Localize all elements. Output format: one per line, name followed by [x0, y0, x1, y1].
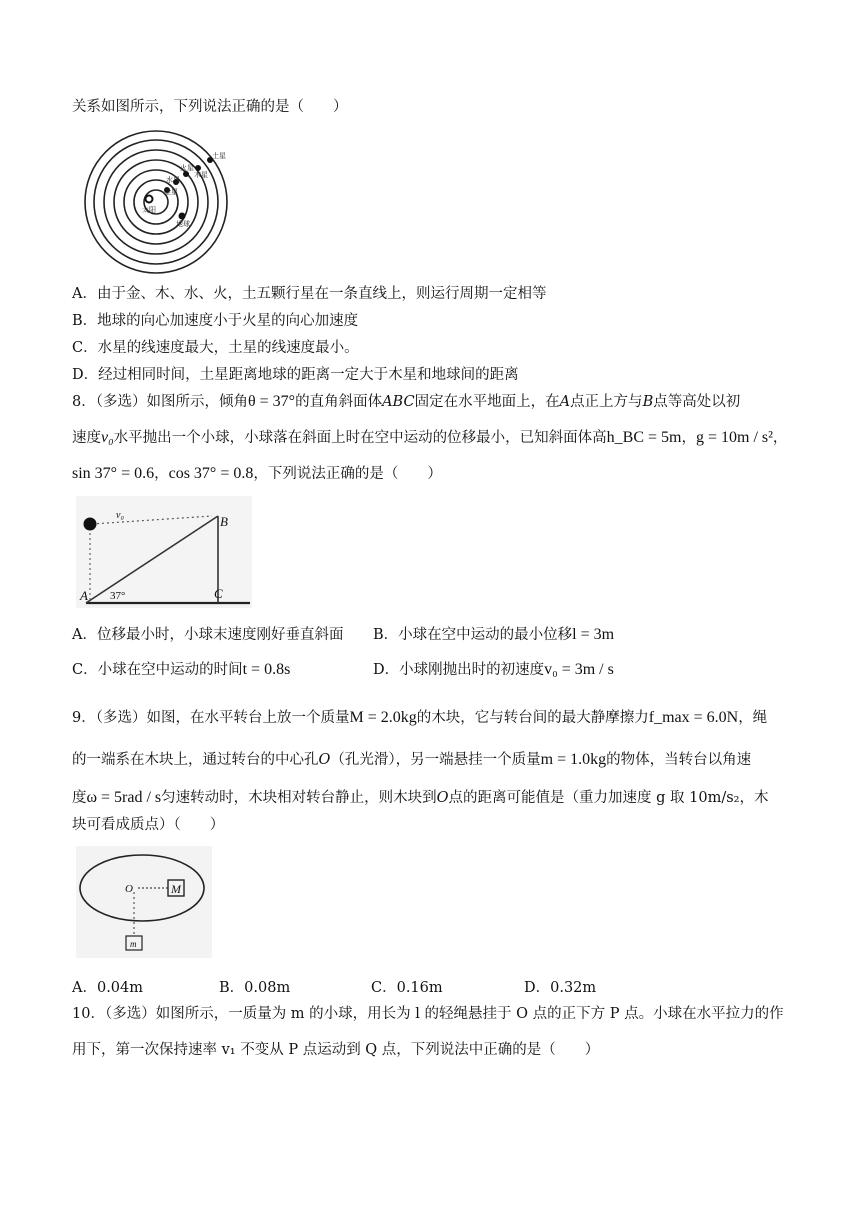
label-venus: 金星 — [164, 188, 178, 196]
q8-option-b: B．小球在空中运动的最小位移l = 3m — [373, 626, 615, 643]
label-mars: 火星 — [180, 164, 194, 172]
fig-v0-label: v₀ — [116, 510, 124, 521]
q9-option-b: B．0.08m — [219, 980, 291, 996]
q8-option-a: A．位移最小时，小球末速度刚好垂直斜面 — [72, 627, 344, 643]
label-earth: 地球 — [176, 220, 190, 228]
label-saturn: 土星 — [212, 152, 226, 160]
q9-line4: 块可看成质点）（ ） — [72, 817, 225, 833]
fig-o-label: O — [125, 883, 133, 895]
q10-line1: 10．（多选）如图所示，一质量为 m 的小球，用长为 l 的轻绳悬挂于 O 点的正下方 P 点。小球在水平拉力的作 — [72, 1006, 784, 1022]
q8-line2: 速度v₀水平抛出一个小球，小球落在斜面上时在空中运动的位移最小，已知斜面体高h_BC = 5m，g = 10m / s²， — [72, 429, 788, 446]
q9-line2: 的一端系在木块上，通过转台的中心孔O（孔光滑），另一端悬挂一个质量m = 1.0kg的物体，当转台以角速 — [72, 751, 752, 768]
q7-option-c: C．水星的线速度最大，土星的线速度最小。 — [72, 340, 359, 356]
label-mercury: 水星 — [166, 176, 180, 184]
fig-angle-label: 37° — [110, 590, 126, 602]
q8-option-c: C．小球在空中运动的时间t = 0.8s — [72, 661, 291, 678]
fig-m-block-label: M — [171, 882, 181, 896]
earth-mark — [179, 213, 186, 220]
fig-c-label: C — [214, 586, 223, 601]
q10-line2: 用下，第一次保持速率 v₁ 不变从 P 点运动到 Q 点，下列说法中正确的是（ ） — [72, 1042, 600, 1058]
sun-mark — [146, 196, 153, 203]
q9-line1: 9．（多选）如图，在水平转台上放一个质量M = 2.0kg的木块，它与转台间的最大静摩擦力f_max = 6.0N，绳 — [72, 709, 768, 726]
ball-mark — [84, 518, 97, 531]
q7-option-d: D．经过相同时间，土星距离地球的距离一定大于木星和地球间的距离 — [72, 367, 519, 383]
q7-stem: 关系如图所示，下列说法正确的是（ ） — [72, 99, 348, 115]
turntable-figure — [76, 846, 212, 958]
q8-line3: sin 37° = 0.6，cos 37° = 0.8，下列说法正确的是（ ） — [72, 465, 442, 482]
q7-option-b: B．地球的向心加速度小于火星的向心加速度 — [72, 313, 359, 329]
fig-b-label: B — [220, 514, 228, 529]
solar-system-figure — [76, 130, 236, 274]
q8-option-d: D．小球刚抛出时的初速度v₀ = 3m / s — [373, 661, 614, 678]
q9-option-d: D．0.32m — [524, 980, 597, 996]
q9-option-c: C．0.16m — [371, 980, 443, 996]
q7-option-a: A．由于金、木、水、火，土五颗行星在一条直线上，则运行周期一定相等 — [72, 286, 547, 302]
fig-m-mass-label: m — [130, 939, 137, 949]
label-sun: 太阳 — [142, 206, 156, 214]
fig-a-label: A — [80, 588, 88, 603]
q9-line3: 度ω = 5rad / s匀速转动时，木块相对转台静止，则木块到O点的距离可能值是（重力加速度 g 取 10m/s₂，木 — [72, 789, 769, 806]
q8-line1: 8．（多选）如图所示，倾角θ = 37°的直角斜面体ABC固定在水平地面上，在A点正上方与B点等高处以初 — [72, 393, 741, 410]
label-jupiter: 木星 — [194, 171, 208, 179]
incline-figure — [76, 496, 252, 608]
q9-option-a: A．0.04m — [72, 980, 144, 996]
